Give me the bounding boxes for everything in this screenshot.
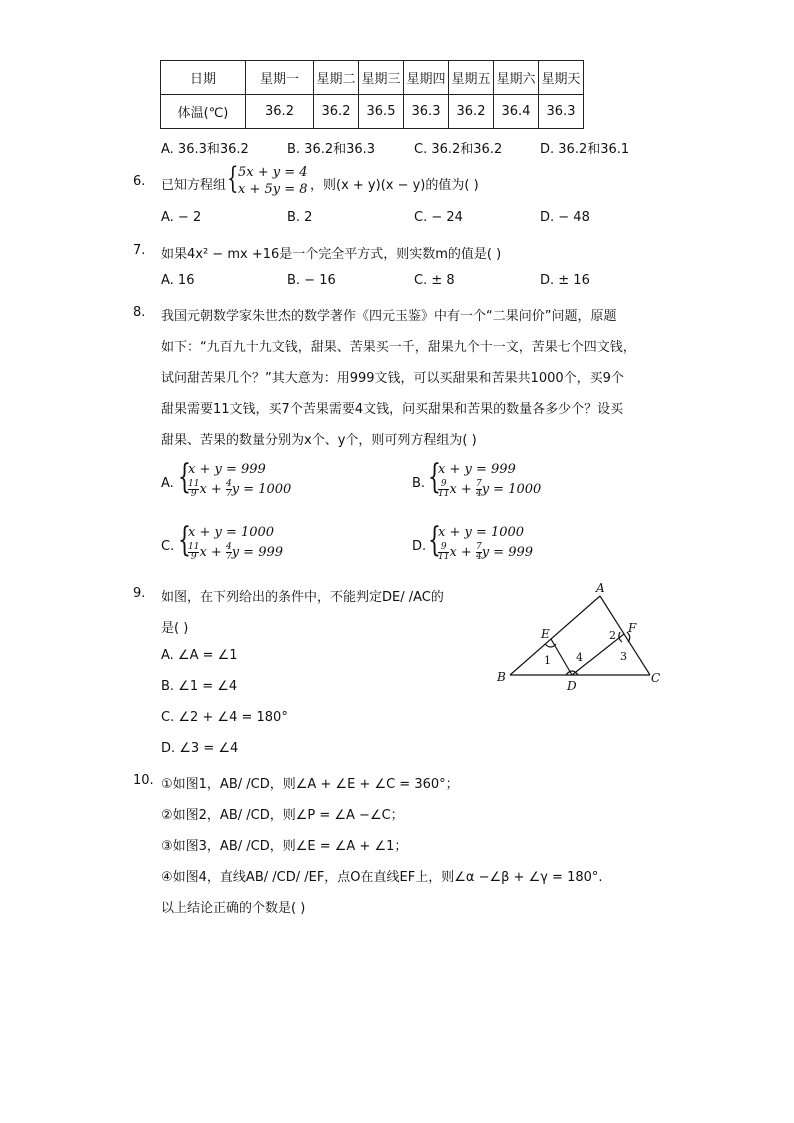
equation: x + y = 1000 [188,525,275,540]
table-cell: 星期六 [494,61,539,95]
q7-option-b[interactable]: B. − 16 [287,273,336,288]
q8-option-a-label[interactable]: A. [161,476,174,491]
q6-suffix: ，则(x + y)(x − y)的值为( ) [310,178,479,193]
equation: x + y = 999 [188,462,266,477]
q8-line: 如下：“九百九十九文钱，甜果、苦果买一千，甜果九个十一文，苦果七个四文钱， [161,340,636,355]
numerator: 7 [475,479,482,489]
q8-line: 试问甜苦果几个？”其大意为：用999文钱，可以买甜果和苦果共1000个，买9个 [161,371,624,386]
q10-line: ②如图2，AB/ /CD，则∠P = ∠A −∠C； [161,808,404,823]
table-cell: 36.2 [449,95,494,129]
table-row [161,95,584,129]
q8-line: 甜果、苦果的数量分别为x个、y个，则可列方程组为( ) [161,433,477,448]
equation: x + y = 999 [438,462,516,477]
q8-option-a-system[interactable] [188,460,291,500]
denominator: 7 [225,489,232,499]
q6-option-a[interactable]: A. − 2 [161,210,202,225]
table-cell: 星期四 [404,61,449,95]
q6-option-c[interactable]: C. − 24 [414,210,463,225]
denominator: 7 [225,552,232,562]
table-cell: 星期天 [539,61,584,95]
q7-text: 如果4x² − mx +16是一个完全平方式，则实数m的值是( ) [161,247,502,262]
equation: $\frac{9}{11}$ x + $\frac{7}{4}$ y = 1000 [438,479,542,499]
table-cell: 星期五 [449,61,494,95]
label-b: B [497,670,506,684]
label-c: C [651,671,661,685]
question-number: 8. [133,305,146,320]
table-row [161,61,584,95]
table-cell: 36.4 [494,95,539,129]
q6-prefix: 已知方程组 [161,178,227,193]
denominator: 11 [438,552,450,562]
fraction [438,480,449,499]
table-cell: 星期一 [246,61,314,95]
brace-icon: { [178,457,191,497]
q8-line: 甜果需要11文钱，买7个苦果需要4文钱，问买甜果和苦果的数量各多少个？设买 [161,402,624,417]
q10-line: 以上结论正确的个数是( ) [161,901,306,916]
table-cell: 36.2 [314,95,359,129]
q8-line: 我国元朝数学家朱世杰的数学著作《四元玉鉴》中有一个“二果问价”问题，原题 [161,309,617,324]
angle-2-label: 2 [609,629,616,642]
q6-option-d[interactable]: D. − 48 [540,210,590,225]
q5-option-d[interactable]: D. 36.2和36.1 [540,142,630,157]
brace-icon: { [227,161,239,196]
label-a: A [596,581,605,595]
temperature-table [160,60,584,129]
angle-4-label: 4 [576,651,583,664]
q8-option-d-label[interactable]: D. [412,539,427,554]
q10-line: ①如图1，AB/ /CD，则∠A + ∠E + ∠C = 360°； [161,777,459,792]
q8-option-d-system[interactable] [438,523,533,563]
question-number: 9. [133,586,146,601]
angle-3-label: 3 [620,650,627,663]
q7-option-d[interactable]: D. ± 16 [540,273,590,288]
fraction [188,480,199,499]
q9-option-b[interactable]: B. ∠1 = ∠4 [161,679,238,694]
line-ed [551,639,572,675]
q10-line: ④如图4，直线AB/ /CD/ /EF，点O在直线EF上，则∠α −∠β + ∠γ = 180°. [161,870,603,885]
fraction [188,543,199,562]
question-number: 7. [133,243,146,258]
q9-option-a[interactable]: A. ∠A = ∠1 [161,648,238,663]
denominator: 11 [438,489,450,499]
question-number: 10. [133,773,154,788]
brace-icon: { [428,457,441,497]
numerator: 9 [438,480,449,490]
rhs: y = 999 [481,545,534,560]
table-cell: 36.3 [404,95,449,129]
table-cell: 日期 [161,61,246,95]
q5-option-a[interactable]: A. 36.3和36.2 [161,142,249,157]
table-cell: 星期三 [359,61,404,95]
fraction [438,543,449,562]
numerator: 7 [475,542,482,552]
equation: $\frac{9}{11}$ x + $\frac{7}{4}$ y = 999 [438,542,534,562]
denominator: 9 [190,552,197,562]
q8-option-b-label[interactable]: B. [412,476,426,491]
denominator: 4 [475,489,482,499]
label-f: F [628,621,637,635]
q7-option-c[interactable]: C. ± 8 [414,273,455,288]
brace-icon: { [428,520,441,560]
angle-1-label: 1 [544,654,551,667]
table-cell: 36.3 [539,95,584,129]
numerator: 9 [438,543,449,553]
q5-option-b[interactable]: B. 36.2和36.3 [287,142,376,157]
rhs: y = 1000 [481,482,542,497]
q9-option-c[interactable]: C. ∠2 + ∠4 = 180° [161,710,288,725]
numerator: 11 [188,542,200,552]
q9-line2: 是( ) [161,621,189,636]
table-cell: 星期二 [314,61,359,95]
numerator: 4 [225,479,232,489]
label-d: D [567,679,577,693]
line-ac [600,596,650,675]
equation: x + y = 1000 [438,525,525,540]
question-number: 6. [133,174,146,189]
denominator: 9 [190,489,197,499]
numerator: 11 [188,479,200,489]
q9-line1: 如图，在下列给出的条件中，不能判定DE/ /AC的 [161,590,444,605]
equation: $\frac{11}{9}$ x + $\frac{4}{7}$ y = 1000 [188,479,292,499]
brace-icon: { [178,520,191,560]
equation: $\frac{11}{9}$ x + $\frac{4}{7}$ y = 999 [188,542,284,562]
table-cell: 36.2 [246,95,314,129]
rhs: y = 1000 [231,482,292,497]
q8-option-c-system[interactable] [188,523,283,563]
q8-option-c-label[interactable]: C. [161,539,175,554]
q10-line: ③如图3，AB/ /CD，则∠E = ∠A + ∠1； [161,839,408,854]
label-e: E [541,627,550,641]
table-cell: 体温(℃) [161,95,246,129]
q5-option-c[interactable]: C. 36.2和36.2 [414,142,503,157]
q6-option-b[interactable]: B. 2 [287,210,313,225]
triangle-figure [490,580,670,695]
q6-system [238,164,308,198]
denominator: 4 [475,552,482,562]
rhs: y = 999 [231,545,284,560]
q6-eq2: x + 5y = 8 [238,182,308,197]
q7-option-a[interactable]: A. 16 [161,273,195,288]
table-cell: 36.5 [359,95,404,129]
q8-option-b-system[interactable] [438,460,541,500]
numerator: 4 [225,542,232,552]
q6-eq1: 5x + y = 4 [238,165,308,180]
q9-option-d[interactable]: D. ∠3 = ∠4 [161,741,239,756]
